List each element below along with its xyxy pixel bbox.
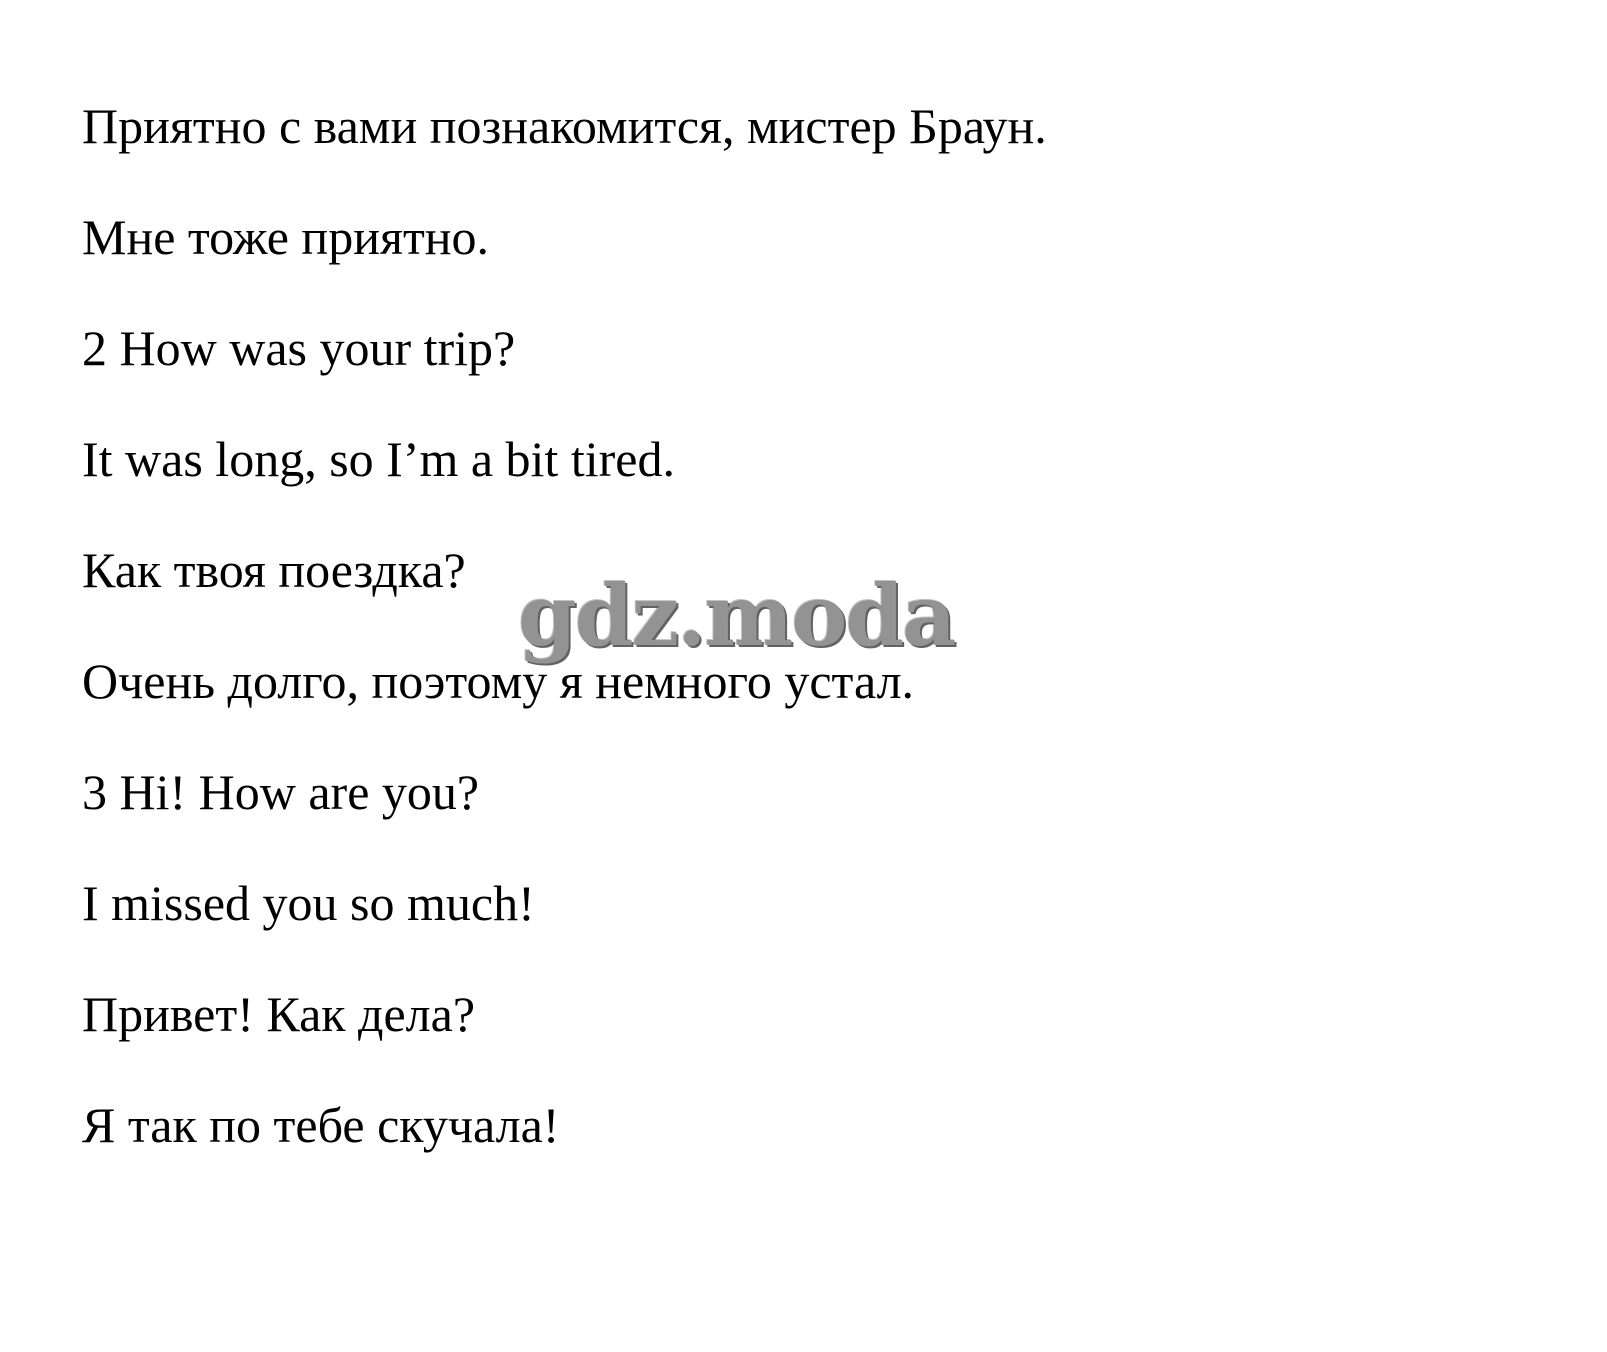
text-line-1: Приятно с вами познакомится, мистер Браун. <box>82 98 1047 154</box>
text-line-7: 3 Hi! How are you? <box>82 764 480 820</box>
text-line-2: Мне тоже приятно. <box>82 209 490 265</box>
text-line-10: Я так по тебе скучала! <box>82 1097 560 1153</box>
text-line-8: I missed you so much! <box>82 875 535 931</box>
text-line-9: Привет! Как дела? <box>82 986 476 1042</box>
text-line-4: It was long, so I’m a bit tired. <box>82 431 675 487</box>
text-line-3: 2 How was your trip? <box>82 320 516 376</box>
text-line-6: Очень долго, поэтому я немного устал. <box>82 653 915 709</box>
text-line-5: Как твоя поездка? <box>82 542 466 598</box>
watermark: gdz.moda <box>518 566 955 665</box>
